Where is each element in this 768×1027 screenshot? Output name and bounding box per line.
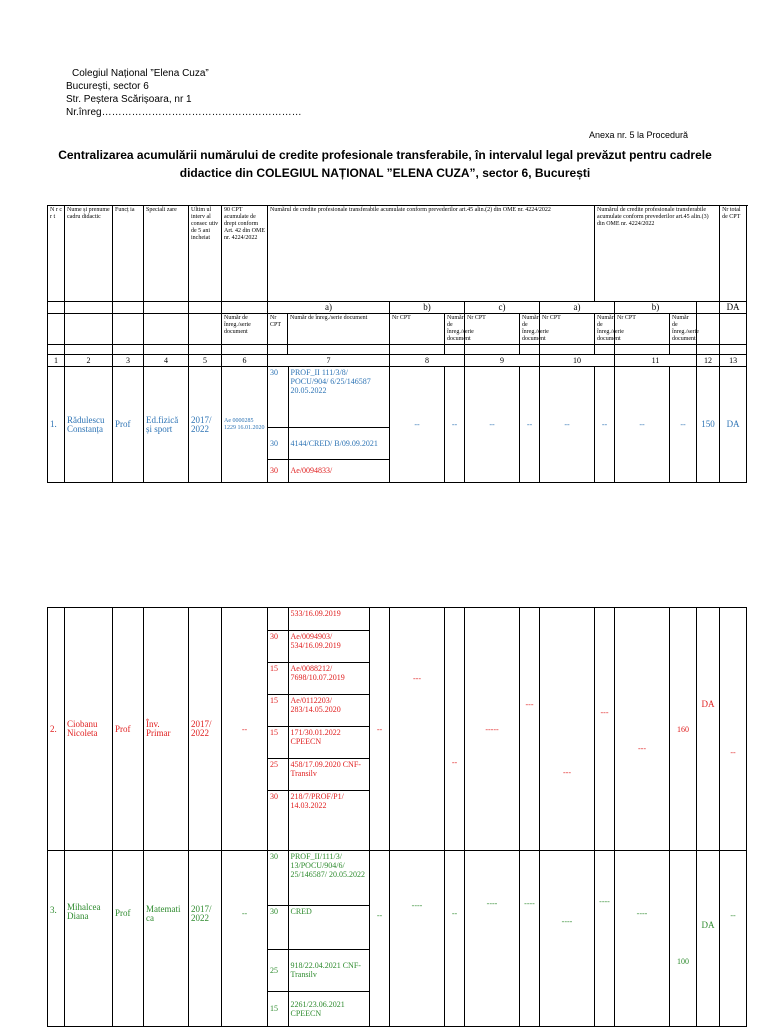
label-doc: Număr de înreg./serie document (595, 314, 615, 345)
row-dash: -- (445, 367, 465, 483)
label-doc: Număr de înreg./serie document (520, 314, 540, 345)
row-dash: -- (445, 851, 465, 1027)
row-dash: ---- (540, 851, 595, 1027)
registration-number: Nr.înreg…………………………………………………… (66, 107, 302, 118)
label-doc: Număr de înreg./serie document (222, 314, 268, 345)
row-total: 100 (670, 851, 697, 1027)
row-da: DA (697, 608, 720, 851)
table-row (48, 608, 747, 851)
header-name: Nume și prenume cadru didactic (65, 206, 113, 302)
row-da: DA (697, 851, 720, 1027)
entry-doc: 918/22.04.2021 CNF-Transilv (288, 949, 369, 991)
entry-cpt: 30 (268, 459, 288, 482)
entry-doc: Ae/0088212/ 7698/10.07.2019 (288, 662, 369, 694)
row-dash: --- (540, 608, 595, 851)
row-dash: -- (465, 367, 520, 483)
entry-doc: Ae/0112203/ 283/14.05.2020 (288, 694, 369, 726)
col-number: 10 (540, 355, 615, 367)
row-nr: 3. (48, 851, 65, 1027)
entry-cpt: 25 (268, 758, 288, 790)
row-dash: -- (370, 851, 390, 1027)
row-90cpt: -- (222, 608, 268, 851)
label-nr-cpt: Nr CPT (615, 314, 670, 345)
row-name: Mihalcea Diana (65, 851, 113, 1027)
row-dash: -- (520, 367, 540, 483)
header-total: Nr total de CPT (720, 206, 747, 302)
entry-cpt: 15 (268, 726, 288, 758)
row-dash: -- (615, 367, 670, 483)
row-nu: -- (720, 608, 747, 851)
row-dash: -- (370, 608, 390, 851)
col-number: 13 (720, 355, 747, 367)
header-interval: Ultim ul interv al consec utiv de 5 ani incheiat (189, 206, 222, 302)
row-specialization: Înv. Primar (144, 608, 189, 851)
row-specialization: Ed.fizică și sport (144, 367, 189, 483)
subheader-c: c) (465, 302, 540, 314)
entry-cpt: 30 (268, 630, 288, 662)
entry-cpt (268, 608, 288, 630)
header-nr: N r c r t (48, 206, 65, 302)
school-city: București, sector 6 (66, 81, 149, 92)
entry-doc: Ae/0094833/ (288, 459, 389, 482)
row-function: Prof (113, 367, 144, 483)
row-name: Ciobanu Nicoleta (65, 608, 113, 851)
entry-cpt: 30 (268, 905, 288, 949)
entry-cpt: 15 (268, 694, 288, 726)
entry-doc: 171/30.01.2022 CPEECN (288, 726, 369, 758)
row-name: Rădulescu Constanța (65, 367, 113, 483)
entry-doc: PROF_II 111/3/8/ POCU/904/ 6/25/146587 20.05.2022 (288, 367, 389, 427)
entry-doc: 2261/23.06.2021 CPEECN (288, 991, 369, 1026)
entry-cpt: 30 (268, 851, 288, 905)
row-dash: ---- (615, 851, 670, 1027)
subheader-da: DA (720, 302, 747, 314)
row-dash: ---- (465, 851, 520, 1027)
subheader-a: a) (268, 302, 390, 314)
subheader-a2: a) (540, 302, 615, 314)
label-nr-cpt: Nr CPT (390, 314, 445, 345)
credits-table (47, 205, 747, 483)
row-dash: ---- (520, 851, 540, 1027)
col-number: 7 (268, 355, 390, 367)
row-specialization: Matemati ca (144, 851, 189, 1027)
row-nr: 2. (48, 608, 65, 851)
annex-label: Anexa nr. 5 la Procedură (588, 130, 688, 140)
row-dash: -- (445, 608, 465, 851)
row-dash: ----- (465, 608, 520, 851)
col-number: 12 (697, 355, 720, 367)
row-da: DA (720, 367, 747, 483)
entry-cpt: 15 (268, 991, 288, 1026)
entry-doc: Ae/0094903/ 534/16.09.2019 (288, 630, 369, 662)
row-interval: 2017/ 2022 (189, 367, 222, 483)
row-dash: -- (595, 367, 615, 483)
page-title: Centralizarea acumulării numărului de credite profesionale transferabile, în intervalul legal prevăzut pentru cadrele didactice din COLEGIUL NAȚIONAL ”ELENA CUZA”, sector 6, București (58, 148, 712, 180)
label-doc: Număr de înreg./serie document (445, 314, 465, 345)
row-total: 160 (670, 608, 697, 851)
entry-cpt: 30 (268, 427, 288, 459)
row-function: Prof (113, 851, 144, 1027)
row-dash: -- (390, 367, 445, 483)
row-dash: ---- (595, 851, 615, 1027)
row-dash: -- (540, 367, 595, 483)
school-street: Str. Peștera Scărișoara, nr 1 (66, 94, 192, 105)
row-total: 150 (697, 367, 720, 483)
entry-doc: 533/16.09.2019 (288, 608, 369, 630)
col-number: 4 (144, 355, 189, 367)
entry-doc: 458/17.09.2020 CNF-Transilv (288, 758, 369, 790)
row-interval: 2017/ 2022 (189, 851, 222, 1027)
row-interval: 2017/ 2022 (189, 608, 222, 851)
row-dash: ---- (390, 851, 445, 1027)
table-row (48, 851, 747, 1027)
row-function: Prof (113, 608, 144, 851)
col-number: 8 (390, 355, 465, 367)
header-function: Funcț ia (113, 206, 144, 302)
header-credits-alin2: Numărul de credite profesionale transferabile acumulate conform prevederilor art.45 alin.(2) din OME nr. 4224/2022 (268, 206, 595, 302)
header-credits-alin3: Numărul de credite profesionale transferabile acumulate conform prevederilor art.45 alin.(3) din OME nr. 4224/2022 (595, 206, 720, 302)
col-number: 9 (465, 355, 540, 367)
entry-cpt: 30 (268, 790, 288, 850)
row-nr: 1. (48, 367, 65, 483)
entry-doc: 4144/CRED/ B/09.09.2021 (288, 427, 389, 459)
row-dash: -- (670, 367, 697, 483)
label-doc: Număr de înreg./serie document (670, 314, 697, 345)
subheader-b: b) (390, 302, 465, 314)
entry-cpt: 15 (268, 662, 288, 694)
row-90cpt: -- (222, 851, 268, 1027)
label-nr-cpt: Nr CPT (540, 314, 595, 345)
col-number: 6 (222, 355, 268, 367)
col-number: 1 (48, 355, 65, 367)
header-90cpt: 90 CPT acumulate de drept conform Art. 42 din OME nr. 4224/2022 (222, 206, 268, 302)
credits-table-continued (47, 607, 747, 1027)
row-90cpt: Ae 0000285 1229 16.01.2020 (222, 367, 268, 483)
col-number: 2 (65, 355, 113, 367)
row-dash: --- (520, 608, 540, 851)
row-dash: --- (390, 608, 445, 851)
entry-doc: 218/7/PROF/P1/ 14.03.2022 (288, 790, 369, 850)
subheader-b2: b) (615, 302, 697, 314)
entry-cpt: 30 (268, 367, 288, 427)
label-doc: Număr de înreg./serie document (288, 314, 390, 345)
entry-doc: PROF_II/111/3/ 13/POCU/904/6/ 25/146587/ 20.05.2022 (288, 851, 369, 905)
row-dash: --- (615, 608, 670, 851)
school-name: Colegiul Național ”Elena Cuza” (72, 68, 209, 79)
entry-cpt: 25 (268, 949, 288, 991)
entry-doc: CRED (288, 905, 369, 949)
label-nr-cpt: Nr CPT (268, 314, 288, 345)
label-nr-cpt: Nr CPT (465, 314, 520, 345)
col-number: 11 (615, 355, 697, 367)
table-row (48, 367, 747, 483)
row-nu: -- (720, 851, 747, 1027)
col-number: 5 (189, 355, 222, 367)
col-number: 3 (113, 355, 144, 367)
header-specialization: Speciali zare (144, 206, 189, 302)
row-dash: --- (595, 608, 615, 851)
